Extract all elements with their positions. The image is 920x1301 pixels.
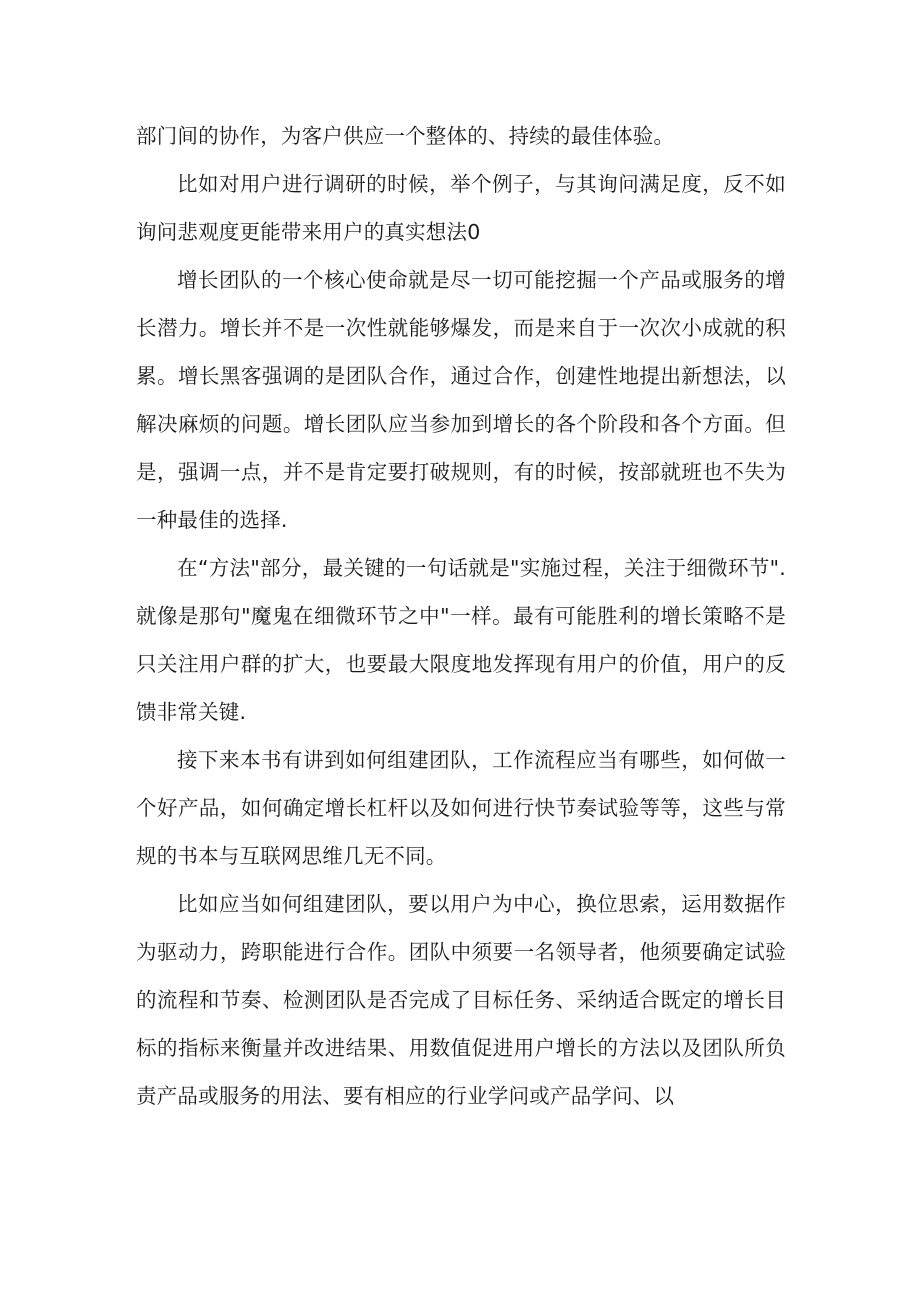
document-body bbox=[136, 112, 786, 1120]
paragraph-4: 在“方法"部分，最关键的一句话就是"实施过程，关注于细微环节".就像是那句"魔鬼在细微环节之中"一样。最有可能胜利的增长策略不是只关注用户群的扩大，也要最大限度地发挥现有用户的价值，用户的反馈非常关键. bbox=[136, 556, 786, 724]
paragraph-5: 接下来本书有讲到如何组建团队，工作流程应当有哪些，如何做一个好产品，如何确定增长杠杆以及如何进行快节奏试验等等，这些与常规的书本与互联网思维几无不同。 bbox=[136, 748, 786, 868]
paragraph-2: 比如对用户进行调研的时候，举个例子，与其询问满足度，反不如询问悲观度更能带来用户的真实想法0 bbox=[136, 172, 786, 244]
paragraph-6: 比如应当如何组建团队，要以用户为中心，换位思索，运用数据作为驱动力，跨职能进行合作。团队中须要一名领导者，他须要确定试验的流程和节奏、检测团队是否完成了目标任务、采纳适合既定的增长目标的指标来衡量并改进结果、用数值促进用户增长的方法以及团队所负责产品或服务的用法、要有相应的行业学问或产品学问、以 bbox=[136, 892, 786, 1108]
paragraph-3: 增长团队的一个核心使命就是尽一切可能挖掘一个产品或服务的增长潜力。增长并不是一次性就能够爆发，而是来自于一次次小成就的积累。增长黑客强调的是团队合作，通过合作，创建性地提出新想法，以解决麻烦的问题。增长团队应当参加到增长的各个阶段和各个方面。但是，强调一点，并不是肯定要打破规则，有的时候，按部就班也不失为一种最佳的选择. bbox=[136, 268, 786, 532]
paragraph-1: 部门间的协作，为客户供应一个整体的、持续的最佳体验。 bbox=[136, 124, 675, 148]
